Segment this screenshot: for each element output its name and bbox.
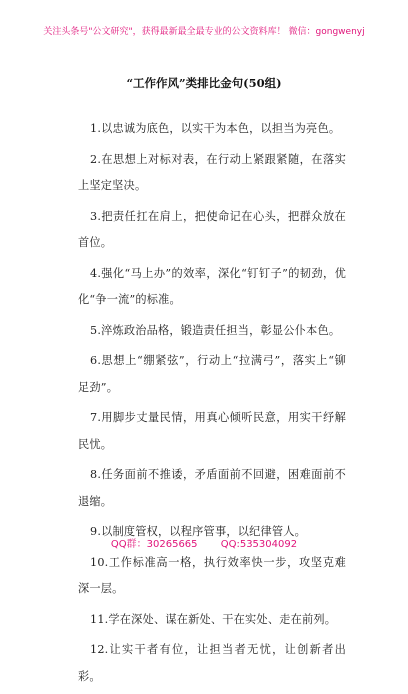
footer-contact bbox=[0, 535, 408, 550]
document-title: “工作作风”类排比金句(50组) bbox=[126, 76, 282, 90]
paragraph-2: 2.在思想上对标对表，在行动上紧跟紧随，在落实上坚定坚决。 bbox=[78, 152, 346, 192]
paragraph-11: 11.学在深处、谋在新处、干在实处、走在前列。 bbox=[90, 612, 337, 626]
paragraph-12: 12.让实干者有位，让担当者无忧，让创新者出彩。 bbox=[78, 643, 346, 683]
footer-qq-group: QQ群：30265665 bbox=[110, 539, 198, 550]
header-note: 关注头条号"公文研究"，获得最新最全最专业的公文资料库！ 微信：gongwenyj bbox=[43, 27, 365, 37]
paragraph-1: 1.以忠诚为底色，以实干为本色，以担当为亮色。 bbox=[90, 122, 341, 135]
document-body bbox=[78, 116, 346, 694]
paragraph-10: 10.工作标准高一格，执行效率快一步，攻坚克难深一层。 bbox=[78, 555, 346, 595]
paragraph-5: 5.淬炼政治品格，锻造责任担当，彰显公仆本色。 bbox=[90, 323, 341, 337]
paragraph-7: 7.用脚步丈量民情，用真心倾听民意，用实干纾解民忧。 bbox=[78, 411, 346, 451]
paragraph-8: 8.任务面前不推诿，矛盾面前不回避，困难面前不退缩。 bbox=[78, 468, 346, 508]
paragraph-3: 3.把责任扛在肩上，把使命记在心头，把群众放在首位。 bbox=[78, 209, 346, 249]
paragraph-6: 6.思想上“绷紧弦”，行动上“拉满弓”，落实上“铆足劲”。 bbox=[78, 354, 346, 394]
footer-qq-number: QQ:535304092 bbox=[220, 539, 298, 550]
paragraph-9: 9.以制度管权，以程序管事，以纪律管人。 bbox=[90, 525, 307, 538]
paragraph-4: 4.强化“马上办”的效率，深化“钉钉子”的韧劲，优化“争一流”的标准。 bbox=[78, 266, 346, 306]
